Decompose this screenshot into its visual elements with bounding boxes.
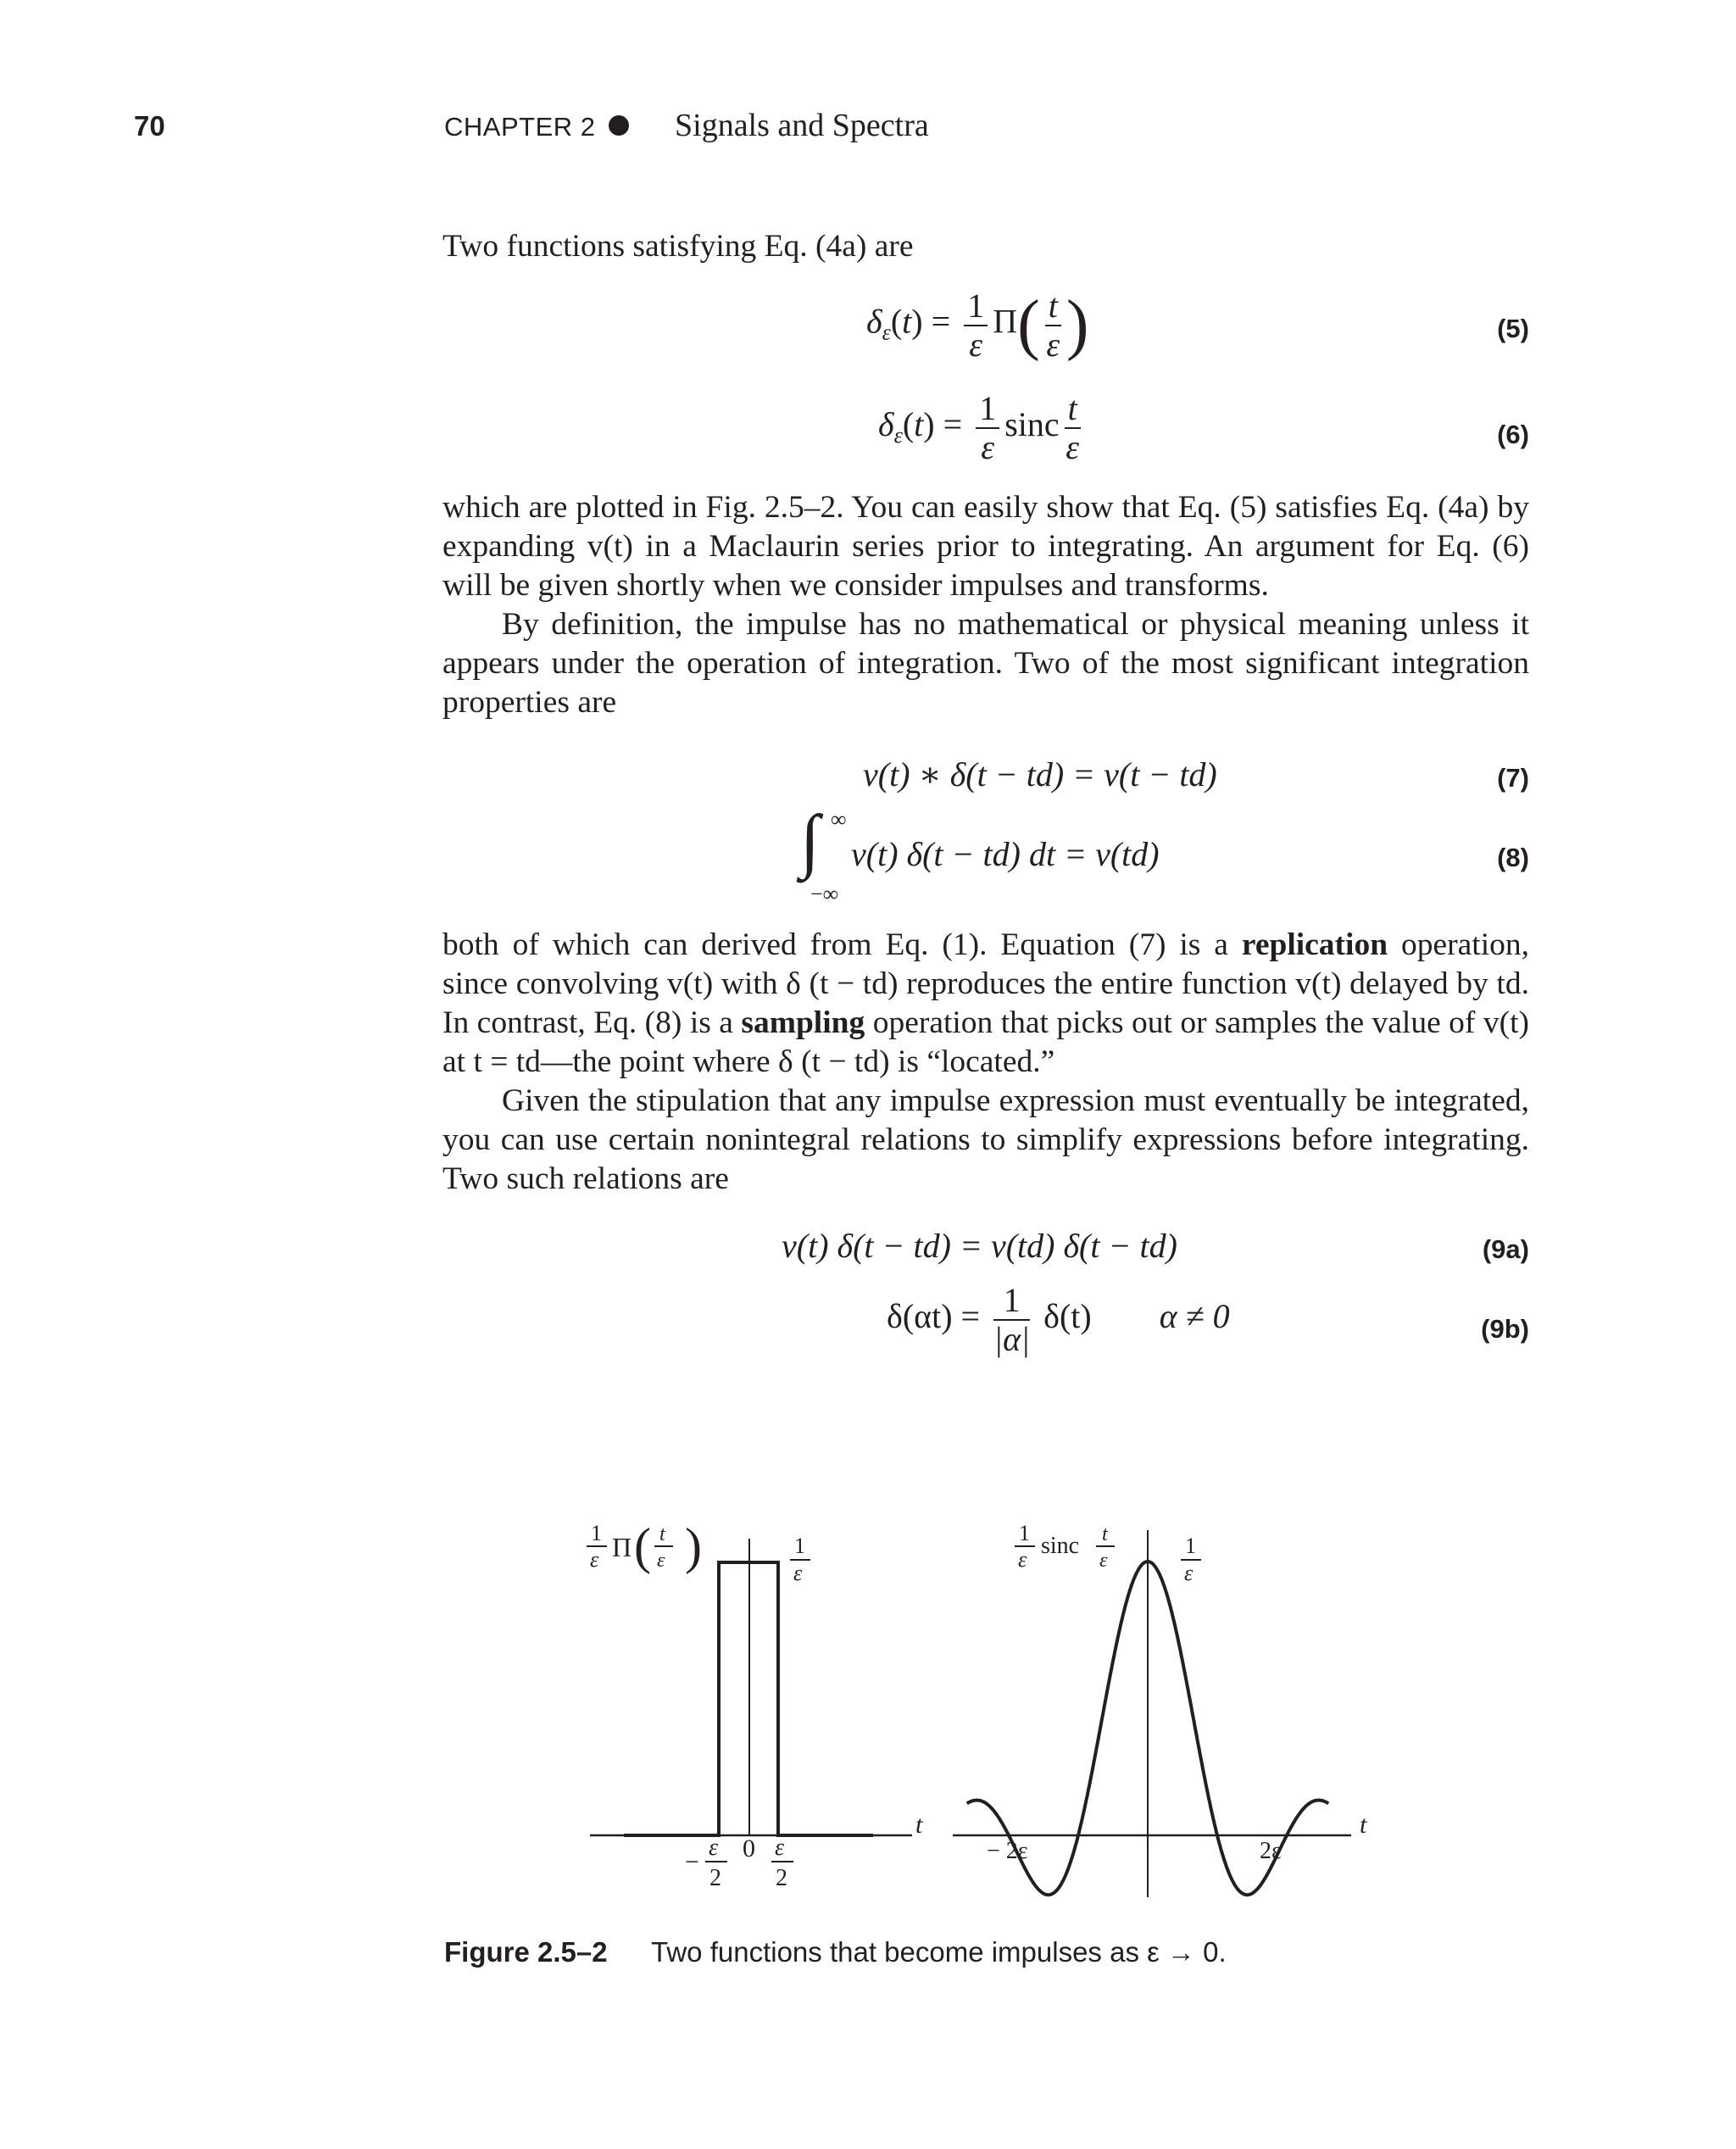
eq6-number: (6) (1497, 420, 1529, 449)
left-plot-rect-pulse (587, 1518, 923, 1891)
eq6-frac-num: 1 (976, 390, 999, 429)
figure-caption-label: Figure 2.5–2 (444, 1936, 608, 1968)
equation-7: v(t) ∗ δ(t − td) = v(t − td) (863, 755, 1217, 793)
p3-part-a: both of which can derived from Eq. (1). Equation (7) is a (442, 927, 1242, 962)
right-label-num: 1 (1019, 1521, 1030, 1545)
left-label-arg-den: ε (657, 1550, 665, 1572)
bullet-icon (609, 115, 629, 136)
eq6-arg-den: ε (1066, 428, 1080, 466)
left-x-label: t (915, 1811, 923, 1839)
right-label-arg-den: ε (1099, 1550, 1108, 1572)
eq5-frac-den: ε (969, 325, 983, 364)
p3-term-sampling: sampling (741, 1005, 865, 1040)
left-label-pi: Π (612, 1532, 632, 1562)
left-tick-neg-two: 2 (709, 1865, 721, 1891)
right-tick-pos-2eps: 2ε (1260, 1838, 1282, 1864)
eq9b-condition: α ≠ 0 (1159, 1297, 1230, 1336)
equation-8: v(t) δ(t − td) dt = v(td) (851, 835, 1160, 873)
left-peak-den: ε (793, 1561, 803, 1585)
right-label-arg-num: t (1102, 1523, 1108, 1545)
eq8-number: (8) (1497, 843, 1529, 872)
paragraph-2: By definition, the impulse has no mathematical or physical meaning unless it appears under the operation of integration. Two of the most significant integration properties are (442, 607, 1529, 720)
p3-part-c: operation, since convolving v(t) with δ (t − td) reproduces the entire function v(t) delayed by td. In contrast, Eq. (8) is a (442, 927, 1529, 1040)
eq9b-number: (9b) (1481, 1314, 1529, 1344)
right-peak-den: ε (1184, 1561, 1194, 1585)
figure-2-5-2 (0, 1492, 1736, 1916)
left-tick-pos-eps: ε (775, 1834, 785, 1861)
right-x-label: t (1360, 1811, 1367, 1839)
right-tick-neg-2eps: − 2ε (987, 1838, 1028, 1864)
equation-9b (887, 1282, 1230, 1358)
right-label-sinc: sinc (1041, 1533, 1080, 1559)
eq5-frac-num: 1 (964, 287, 988, 326)
chapter-label: CHAPTER 2 (444, 112, 596, 142)
left-peak-num: 1 (794, 1534, 805, 1558)
left-tick-zero: 0 (743, 1834, 755, 1862)
left-tick-pos-two: 2 (776, 1865, 787, 1891)
eq6-frac-den: ε (981, 428, 995, 466)
eq9a-number: (9a) (1482, 1234, 1529, 1264)
right-label-den: ε (1018, 1547, 1027, 1572)
left-tick-minus: − (685, 1848, 699, 1876)
eq9b-rhs: δ(t) (1043, 1297, 1092, 1336)
figure-caption-text: Two functions that become impulses as ε → 0. (651, 1936, 1227, 1968)
eq9b-frac-den: |α| (993, 1320, 1031, 1358)
left-label-num: 1 (591, 1521, 602, 1545)
integral-sign: ∫ (800, 801, 821, 880)
equation-6: $\delta_\varepsilon(t)$ = $\frac{1}{\varepsilon}$ sinc $\frac{t}{\varepsilon}$ (878, 389, 1080, 466)
intro-line: Two functions satisfying Eq. (4a) are (442, 229, 914, 264)
eq6-body: sinc (1004, 405, 1060, 444)
page-number: 70 (134, 110, 165, 142)
eq5-arg-den: ε (1046, 325, 1060, 364)
paragraph-4: Given the stipulation that any impulse expression must eventually be integrated, you can use certain nonintegral relations to simplify expressions before integrating. Two such relations are (442, 1083, 1529, 1196)
right-plot-sinc (953, 1521, 1367, 1897)
eq8-lower-limit: −∞ (810, 882, 839, 906)
equation-9a: v(t) δ(t − td) = v(td) δ(t − td) (782, 1227, 1177, 1265)
left-label-paren-open: ( (634, 1518, 651, 1574)
left-tick-neg-eps: ε (709, 1834, 719, 1861)
p3-term-replication: replication (1241, 927, 1388, 962)
eq9b-frac-num: 1 (993, 1282, 1030, 1321)
eq5-arg-num: t (1045, 287, 1061, 326)
chapter-title: Signals and Spectra (675, 108, 929, 143)
left-label-paren-close: ) (685, 1518, 702, 1574)
eq5-number: (5) (1497, 314, 1529, 343)
equation-5: $\delta_\varepsilon(t)$ = $\frac{1}{\varepsilon}$ Π( $\frac{t}{\varepsilon}$ ) (866, 286, 1089, 364)
left-label-den: ε (590, 1547, 599, 1572)
eq6-arg-num: t (1065, 390, 1081, 429)
eq9b-lhs: δ(αt) = (887, 1297, 981, 1336)
left-label-arg-num: t (659, 1523, 665, 1545)
eq5-body: Π (993, 302, 1018, 341)
eq8-upper-limit: ∞ (831, 807, 847, 832)
paragraph-3 (442, 926, 1529, 1082)
right-peak-num: 1 (1185, 1534, 1196, 1558)
paragraph-1: which are plotted in Fig. 2.5–2. You can easily show that Eq. (5) satisfies Eq. (4a) by expanding v(t) in a Maclaurin series prior to integrating. An argument for Eq. (6) will be given shortly when we consider impulses and transforms. (442, 490, 1529, 603)
p3-part-e: operation that picks out or samples the value of v(t) at t = td—the point where δ (t − td) is “located.” (442, 1005, 1529, 1079)
eq7-number: (7) (1497, 763, 1529, 793)
